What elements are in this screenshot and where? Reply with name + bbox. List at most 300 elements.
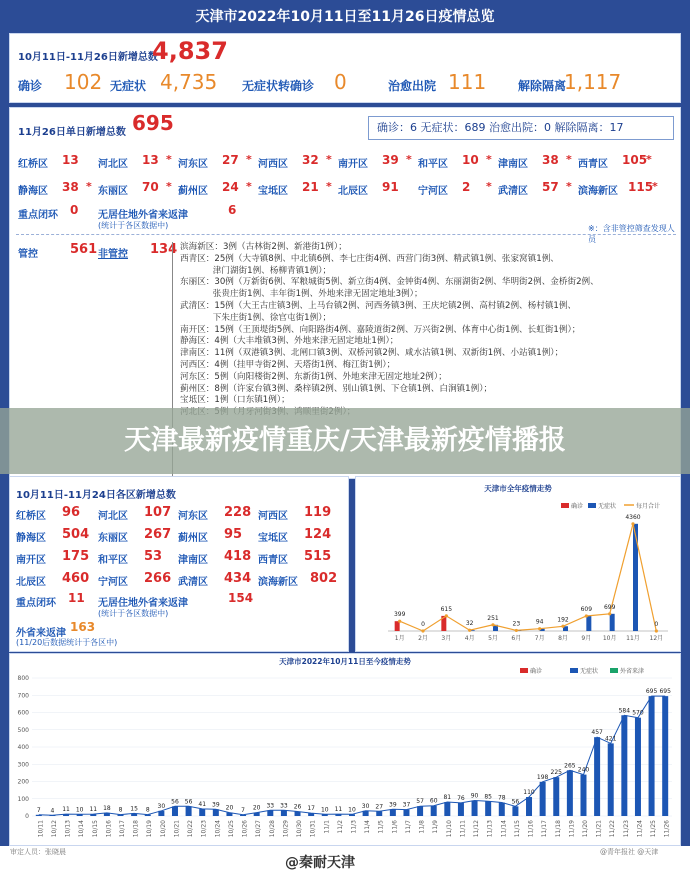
dt-district-value: 418 [224,549,252,564]
daily-district-name: 东丽区 [98,186,128,197]
bar-daily [553,777,559,816]
bar-daily [281,810,287,816]
x-tick-label: 11/25 [650,820,658,838]
data-label: 33 [280,802,288,810]
x-tick-label: 11/10 [445,820,453,838]
legend-swatch [588,503,596,508]
x-tick-label: 11/6 [391,820,399,834]
y-tick-label: 400 [17,744,29,751]
x-tick-label: 11/9 [432,820,440,834]
divider [16,234,676,235]
totals-item-value: 111 [448,70,487,94]
dt-district-value: 267 [144,527,172,542]
data-label: 26 [293,803,302,811]
daily-district-name: 蓟州区 [178,186,208,197]
daily-district-star: * [652,180,658,193]
x-tick-label: 7月 [534,635,545,642]
dt-closed-loop-label: 重点闭环 [16,598,56,609]
bar-daily [621,715,627,816]
daily-district-name: 南开区 [338,159,368,170]
total-point [515,629,518,632]
totals-item-label: 解除隔离 [518,79,567,93]
x-tick-label: 8月 [558,635,568,642]
daily-district-star: * [406,153,412,166]
x-tick-label: 10/30 [296,820,304,838]
dt-district-name: 北辰区 [16,577,46,588]
data-label: 18 [103,804,111,812]
totals-item-value: 0 [334,70,347,94]
daily-district-value: 38 [542,153,559,167]
x-tick-label: 10/18 [132,820,140,838]
bar-daily [540,782,546,816]
x-tick-label: 11/26 [663,820,671,838]
daily-district-name: 津南区 [498,159,528,170]
data-label: 10 [75,806,84,814]
data-label: 265 [564,762,576,770]
daily-note: ※：含非管控筛查发现人员 [588,224,675,244]
x-tick-label: 11/20 [581,820,589,838]
x-tick-label: 11/18 [554,820,562,838]
detail-line: 津门湖街1例、杨柳青镇1例）； [180,265,332,276]
yearly-chart [356,477,680,651]
daily-header: 11月26日单日新增总数 [18,127,126,138]
dt-district-value: 434 [224,571,252,586]
y-tick-label: 800 [17,675,29,682]
legend-label: 无症状 [580,668,599,675]
data-label: 11 [89,806,98,814]
bar-daily [403,810,409,816]
dt-district-name: 滨海新区 [258,577,298,588]
daily-district-star: * [566,153,572,166]
x-tick-label: 10/28 [268,820,276,838]
data-label: 399 [393,611,406,619]
data-label: 8 [118,806,123,814]
data-label: 30 [157,802,166,810]
totals-panel [9,33,681,103]
x-tick-label: 6月 [511,635,522,642]
daily-district-name: 宝坻区 [258,186,288,197]
footer [0,846,690,877]
daily-district-value: 27 [222,153,239,167]
data-label: 7 [36,806,41,814]
data-label: 56 [171,798,179,806]
daily-total: 695 [132,111,174,135]
x-tick-label: 9月 [581,635,592,642]
data-label: 27 [375,803,384,811]
data-label: 30 [361,802,370,810]
detail-line: 张贵庄街1例、丰年街1例、外地来津无固定地址3例）； [180,289,423,300]
total-point [631,522,634,525]
daily-closed-loop-label: 重点闭环 [18,210,58,221]
data-label: 615 [440,605,453,613]
x-tick-label: 10/11 [37,820,45,838]
x-tick-label: 2月 [418,635,428,642]
data-label: 90 [470,792,479,800]
x-tick-label: 1月 [394,635,405,642]
dt-district-name: 河北区 [98,511,128,522]
x-tick-label: 11/15 [513,820,521,838]
data-label: 0 [421,621,425,628]
district-totals-panel [9,476,349,652]
x-tick-label: 5月 [488,635,498,642]
bar-asymptomatic [610,614,615,631]
daily-district-value: 57 [542,180,559,194]
daily-no-residence-note: (统计于各区数据中) [98,221,169,230]
bar-daily [526,797,532,816]
dt-district-value: 53 [144,549,163,564]
x-tick-label: 11/19 [568,820,576,838]
dt-district-value: 802 [310,571,338,586]
footer-right: @青年报社 @天津 [600,848,659,856]
dt-district-name: 东丽区 [98,533,128,544]
bar-daily [485,801,491,816]
dt-district-name: 红桥区 [16,511,46,522]
bar-confirmed [395,621,400,631]
bar-asymptomatic [586,616,591,631]
bar-daily [417,806,423,816]
data-label: 192 [557,616,569,624]
data-label: 609 [580,606,593,614]
daily-district-star: * [566,180,572,193]
legend-label: 确诊 [530,668,543,675]
total-point [468,629,471,632]
data-label: 7 [241,806,245,814]
data-label: 11 [334,806,343,814]
dt-district-value: 460 [62,571,90,586]
dt-no-residence-note: (统计于各区数据中) [98,609,169,618]
daily-no-residence-value: 6 [228,203,237,217]
data-label: 76 [457,794,465,802]
legend-label: 每月合计 [636,503,661,510]
data-label: 10 [348,806,356,814]
x-tick-label: 11/22 [609,820,617,838]
x-tick-label: 11/3 [350,820,358,834]
dt-district-value: 515 [304,549,332,564]
dt-district-name: 河东区 [178,511,208,522]
chart-title: 天津市全年疫情走势 [484,484,552,493]
x-tick-label: 11/7 [404,820,412,834]
detail-line: 宝坻区：1例（口东镇1例）； [180,395,290,406]
legend-label: 确诊 [571,503,584,510]
bar-daily [512,806,518,816]
x-tick-label: 11/1 [323,820,331,834]
dt-district-name: 武清区 [178,577,208,588]
data-label: 85 [484,793,492,801]
daily-district-value: 32 [302,153,319,167]
dt-out-note: (11/20后数据统计于各区中) [16,638,118,647]
daily-district-name: 滨海新区 [578,186,618,197]
total-point [561,625,564,628]
legend-label: 外省来津 [620,668,645,675]
legend-swatch [610,668,618,673]
controlled-value: 561 [70,242,98,257]
detail-line: 西青区：25例（大寺镇8例、中北镇6例、李七庄街4例、西营门街3例、精武镇1例、张家窝镇1例、 [180,253,559,264]
x-tick-label: 11/24 [636,820,644,838]
daily-district-value: 91 [382,180,399,194]
dt-district-name: 南开区 [16,555,46,566]
bar-daily [444,802,450,816]
x-tick-label: 10/23 [200,820,208,838]
data-label: 23 [512,620,521,628]
bar-daily [608,743,614,816]
total-line [400,524,657,631]
daily-district-name: 宁河区 [418,186,448,197]
dt-district-value: 228 [224,505,252,520]
detail-line: 津南区：11例（双港镇3例、北闸口镇3例、双桥河镇2例、咸水沽镇1例、双新街1例、小站镇1例）； [180,348,564,359]
data-label: 0 [654,621,659,628]
dt-district-value: 266 [144,571,172,586]
x-tick-label: 10/26 [241,820,249,838]
totals-item-label: 确诊 [18,79,43,93]
daily-no-residence-label: 无居住地外省来返津 [98,210,188,221]
data-label: 60 [429,797,438,805]
total-point [608,612,611,615]
x-tick-label: 10/20 [159,820,167,838]
data-label: 570 [632,709,644,717]
daily-district-star: * [86,180,92,193]
daily-district-name: 和平区 [418,159,448,170]
data-label: 20 [225,804,234,812]
dt-district-name: 津南区 [178,555,208,566]
data-label: 78 [497,794,506,802]
total-point [655,629,658,632]
daily-district-name: 北辰区 [338,186,368,197]
data-label: 56 [511,798,520,806]
x-tick-label: 11/2 [336,820,344,834]
x-tick-label: 10/31 [309,820,317,838]
daily-district-star: * [246,180,252,193]
data-label: 94 [535,618,544,626]
daily-district-name: 西青区 [578,159,608,170]
bar-daily [635,718,641,816]
detail-line: 南开区：15例（王顶堤街5例、向阳路街4例、嘉陵道街2例、万兴街2例、体育中心街1例、长虹街1例）； [180,324,581,335]
page-title: 天津市2022年10月11日至11月26日疫情总览 [195,9,495,25]
data-label: 198 [536,773,549,781]
dt-out-value: 163 [70,620,96,634]
daily-district-star: * [486,153,492,166]
daily-district-value: 13 [62,153,79,167]
y-tick-label: 300 [17,761,29,769]
totals-item-value: 102 [64,70,103,94]
x-tick-label: 4月 [464,635,475,642]
bar-daily [390,809,396,816]
data-label: 4360 [625,513,641,521]
bar-asymptomatic [633,524,638,631]
dt-district-name: 宝坻区 [258,533,288,544]
legend-swatch [561,503,569,508]
total-point [538,627,541,630]
data-label: 11 [62,806,70,814]
data-label: 15 [130,805,138,813]
bar-daily [172,806,178,816]
data-label: 251 [487,614,499,622]
yearly-chart-panel [355,476,681,652]
dt-district-value: 504 [62,527,90,542]
dt-district-name: 蓟州区 [178,533,208,544]
daily-district-value: 2 [462,180,471,194]
daily-district-name: 河北区 [98,159,128,170]
data-label: 20 [252,804,261,812]
x-tick-label: 12月 [649,635,664,642]
totals-item-value: 4,735 [160,70,218,94]
x-tick-label: 11/16 [527,820,535,838]
dt-out-label: 外省来返津 [16,628,66,639]
data-label: 110 [523,789,535,797]
detail-line: 河东区：5例（向阳楼街2例、东新街1例、外地来津无固定地址2例）； [180,371,447,382]
x-tick-label: 10/29 [282,820,290,838]
daily-district-star: * [326,180,332,193]
x-tick-label: 10/14 [78,820,86,838]
totals-total: 4,837 [152,37,228,65]
footer-left: 审定人员：张晓晨 [10,848,66,856]
dt-no-residence-label: 无居住地外省来返津 [98,598,188,609]
bar-daily [431,806,437,816]
daily-district-star: * [646,153,652,166]
data-label: 695 [645,688,658,696]
bar-daily [499,803,505,816]
x-tick-label: 11/8 [418,820,426,834]
x-tick-label: 11/12 [473,820,481,838]
x-tick-label: 10/24 [214,820,222,838]
y-tick-label: 0 [25,813,29,820]
data-label: 225 [550,769,562,777]
data-label: 39 [389,801,397,809]
x-tick-label: 11/21 [595,820,603,838]
x-tick-label: 10/13 [64,820,72,838]
bar-daily [376,811,382,816]
totals-item-value: 1,117 [564,70,622,94]
daily-summary: 确诊：6 无症状：689 治愈出院：0 解除隔离：17 [368,116,674,140]
data-label: 32 [465,620,474,628]
daily-district-name: 河东区 [178,159,208,170]
detail-line: 下朱庄街1例、徐官屯街1例）； [180,312,332,323]
dt-district-name: 静海区 [16,533,46,544]
bar-daily [662,696,668,816]
daily-district-value: 105 [622,153,648,167]
headline-banner [0,408,690,474]
x-tick-label: 10/15 [91,820,99,838]
y-tick-label: 500 [17,726,29,734]
detail-line: 蓟州区：8例（许家台镇3例、桑梓镇2例、别山镇1例、下仓镇1例、白涧镇1例）； [180,383,493,394]
data-label: 695 [659,688,671,696]
x-tick-label: 11/17 [541,820,549,838]
data-label: 81 [443,794,452,802]
detail-line: 河西区：4例（挂甲寺街2例、天塔街1例、梅江街1例）； [180,359,396,370]
total-point [491,623,494,626]
x-tick-label: 10/16 [105,820,113,838]
daily-district-value: 10 [462,153,479,167]
data-label: 8 [145,806,150,814]
trend-chart [10,654,680,845]
x-tick-label: 11/14 [500,820,508,838]
bar-daily [649,696,655,816]
data-label: 10 [320,806,329,814]
dt-district-value: 96 [62,505,81,520]
data-label: 699 [603,603,616,611]
data-label: 39 [212,801,220,809]
daily-district-name: 武清区 [498,186,528,197]
daily-district-value: 13 [142,153,159,167]
daily-district-value: 39 [382,153,399,167]
dt-district-value: 95 [224,527,243,542]
controlled-label: 管控 [18,249,38,260]
daily-district-value: 70 [142,180,159,194]
data-label: 37 [402,801,411,809]
detail-line: 静海区：4例（大丰堆镇3例、外地来津无固定地址1例）； [180,336,399,347]
dt-district-value: 124 [304,527,332,542]
daily-district-star: * [166,180,172,193]
daily-district-star: * [326,153,332,166]
bar-daily [458,803,464,816]
x-tick-label: 10/21 [173,820,181,838]
footer-center: @秦耐天津 [285,855,355,871]
total-point [445,614,448,617]
dt-district-name: 宁河区 [98,577,128,588]
total-point [398,620,401,623]
total-point [421,629,424,632]
total-point [585,614,588,617]
data-label: 56 [184,798,193,806]
x-tick-label: 10/27 [255,820,263,838]
uncontrolled-detail [180,242,599,419]
totals-item-label: 无症状转确诊 [242,79,315,93]
x-tick-label: 10月 [602,635,617,642]
daily-district-star: * [246,153,252,166]
x-tick-label: 11/11 [459,820,467,838]
daily-closed-loop-value: 0 [70,203,79,217]
dt-district-name: 河西区 [258,511,288,522]
data-label: 17 [307,805,315,813]
data-label: 240 [577,766,590,774]
daily-district-value: 21 [302,180,319,194]
x-tick-label: 11/13 [486,820,494,838]
detail-line: 东丽区：30例（万新街6例、军粮城街5例、新立街4例、金钟街4例、东丽湖街2例、华明街2例、金桥街2例、 [180,277,599,288]
trend-chart-panel [9,653,681,846]
data-label: 584 [618,707,631,715]
headline-text: 天津最新疫情重庆/天津最新疫情播报 [124,425,566,456]
legend-swatch [570,668,578,673]
daily-district-name: 河西区 [258,159,288,170]
daily-district-value: 115 [628,180,654,194]
district-totals-header: 10月11日-11月24日各区新增总数 [16,490,176,501]
dt-no-residence-value: 154 [228,591,254,605]
daily-district-name: 静海区 [18,186,48,197]
data-label: 41 [198,800,207,808]
x-tick-label: 10/22 [187,820,195,838]
detail-line: 滨海新区：3例（古林街2例、新港街1例）； [180,242,347,252]
totals-header: 10月11日-11月26日新增总数 [18,52,158,63]
bar-daily [580,775,586,816]
y-tick-label: 700 [17,692,29,700]
x-tick-label: 11/23 [622,820,630,838]
totals-item-label: 治愈出院 [388,79,437,93]
chart-title: 天津市2022年10月11日至今疫情走势 [279,657,411,666]
dt-district-name: 和平区 [98,555,128,566]
data-label: 457 [591,729,603,737]
uncontrolled-value: 134 [150,242,178,257]
bar-daily [472,800,478,816]
x-tick-label: 11/4 [364,820,372,834]
data-label: 421 [604,735,617,743]
data-label: 4 [50,807,55,815]
dt-district-value: 175 [62,549,90,564]
legend-swatch [520,668,528,673]
y-tick-label: 200 [17,778,29,786]
x-tick-label: 11/5 [377,820,385,834]
totals-item-label: 无症状 [110,79,147,93]
daily-district-value: 38 [62,180,79,194]
daily-district-value: 24 [222,180,239,194]
